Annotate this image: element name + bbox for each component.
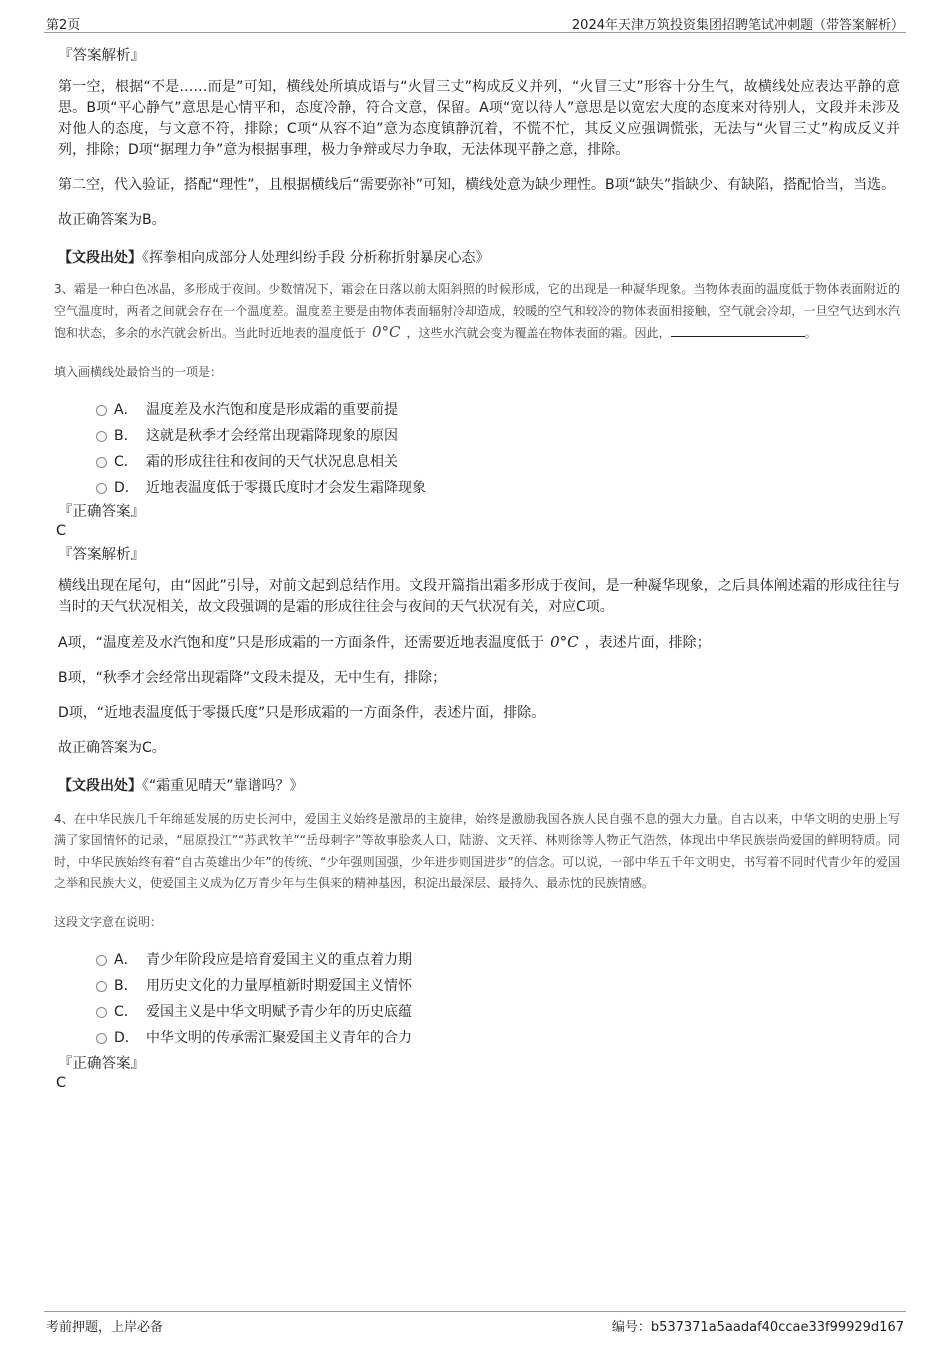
question-3-text [54, 279, 900, 345]
page-number: 第2页 [46, 18, 81, 33]
analysis-paragraph [58, 632, 900, 654]
analysis-paragraph: 横线出现在尾句，由“因此”引导，对前文起到总结作用。文段开篇指出霜多形成于夜间，是一种凝华现象，之后具体阐述霜的形成往往与当时的天气状况相关，故文段强调的是霜的形成往往会与夜间的天气状况有关，对应C项。 [58, 577, 900, 615]
correct-answer: C [56, 522, 67, 539]
option-text: 这就是秋季才会经常出现霜降现象的原因 [146, 427, 398, 444]
q3-option-d[interactable] [96, 474, 900, 500]
q4-option-c[interactable] [96, 998, 900, 1024]
option-text: 青少年阶段应是培育爱国主义的重点着力期 [146, 951, 412, 968]
option-letter: D． [114, 1029, 139, 1046]
question-text-part: 3、霜是一种白色冰晶，多形成于夜间。少数情况下，霜会在日落以前太阳斜照的时候形成，它的出现是一种凝华现象。当物体表面的温度低于物体表面附近的空气温度时，两者之间就会存在一个温度差。温度差主要是由物体表面辐射冷却造成，较暖的空气和较冷的物体表面相接触，空气就会冷却，一旦空气达到水汽饱和状态，多余的水汽就会析出。当此时近地表的温度低于 [54, 282, 900, 340]
option-text: 用历史文化的力量厚植新时期爱国主义情怀 [146, 977, 412, 994]
question-text-part: ，这些水汽就会变为覆盖在物体表面的霜。因此， [406, 326, 671, 340]
option-letter: C． [114, 1003, 138, 1020]
q3-option-c[interactable] [96, 448, 900, 474]
source-citation [58, 247, 900, 267]
analysis-paragraph: B项，“秋季才会经常出现霜降”文段未提及，无中生有，排除； [58, 669, 447, 686]
radio-button-icon[interactable] [96, 431, 107, 442]
document-body [54, 44, 900, 1091]
answer-analysis-label: 『答案解析』 [58, 546, 145, 563]
answer-analysis-label: 『答案解析』 [58, 48, 145, 64]
option-text: 近地表温度低于零摄氏度时才会发生霜降现象 [146, 479, 426, 496]
radio-button-icon[interactable] [96, 483, 107, 494]
radio-button-icon[interactable] [96, 1033, 107, 1044]
option-text: 爱国主义是中华文明赋予青少年的历史底蕴 [146, 1003, 412, 1020]
option-text: 中华文明的传承需汇聚爱国主义青年的合力 [146, 1029, 412, 1046]
source-citation [58, 775, 900, 795]
q3-option-a[interactable] [96, 396, 900, 422]
page-header [44, 12, 906, 33]
document-title: 2024年天津万筑投资集团招聘笔试冲刺题（带答案解析） [571, 18, 904, 33]
conclusion: 故正确答案为C。 [58, 739, 166, 756]
fill-blank [671, 324, 805, 337]
analysis-paragraph: D项，“近地表温度低于零摄氏度”只是形成霜的一方面条件，表述片面，排除。 [58, 704, 546, 721]
document-code: 编号：b537371a5aadaf40ccae33f99929d167 [611, 1320, 904, 1335]
option-letter: B． [114, 977, 138, 994]
question-text-part: 。 [804, 326, 817, 340]
analysis-text-part: A项，“温度差及水汽饱和度”只是形成霜的一方面条件，还需要近地表温度低于 [58, 634, 545, 651]
temperature-formula: 0°C [372, 323, 401, 341]
option-letter: C． [114, 453, 138, 470]
analysis-paragraph: 第二空，代入验证，搭配“理性”，且根据横线后“需要弥补”可知，横线处意为缺少理性。B项“缺失”指缺少、有缺陷，搭配恰当，当选。 [58, 177, 896, 193]
option-letter: A． [114, 401, 138, 418]
radio-button-icon[interactable] [96, 1007, 107, 1018]
radio-button-icon[interactable] [96, 457, 107, 468]
option-letter: D． [114, 479, 139, 496]
radio-button-icon[interactable] [96, 955, 107, 966]
correct-answer: C [56, 1074, 67, 1091]
temperature-formula: 0°C [550, 632, 579, 651]
page-footer [44, 1311, 906, 1334]
option-text: 霜的形成往往和夜间的天气状况息息相关 [146, 453, 398, 470]
option-letter: B． [114, 427, 138, 444]
option-letter: A． [114, 951, 138, 968]
q4-option-d[interactable] [96, 1024, 900, 1050]
radio-button-icon[interactable] [96, 981, 107, 992]
source-label: 【文段出处】 [58, 777, 142, 794]
conclusion: 故正确答案为B。 [58, 212, 166, 228]
q4-option-b[interactable] [96, 972, 900, 998]
analysis-text-part: ，表述片面，排除； [584, 634, 711, 651]
q4-option-a[interactable] [96, 946, 900, 972]
analysis-paragraph: 第一空，根据“不是……而是”可知，横线处所填成语与“火冒三丈”构成反义并列，“火冒三丈”形容十分生气，故横线处应表达平静的意思。B项“平心静气”意思是心情平和，态度冷静，符合文意，保留。A项“宽以待人”意思是以宽宏大度的态度来对待别人，文段并未涉及对他人的态度，与文意不符，排除；C项“从容不迫”意为态度镇静沉着，不慌不忙，其反义应强调慌张，无法与“火冒三丈”构成反义并列，排除；D项“据理力争”意为根据事理，极力争辩或尽力争取，无法体现平静之意，排除。 [58, 79, 900, 158]
correct-answer-label: 『正确答案』 [58, 503, 145, 520]
option-text: 温度差及水汽饱和度是形成霜的重要前提 [146, 401, 398, 418]
source-label: 【文段出处】 [58, 250, 142, 266]
source-text: 《挥拳相向成部分人处理纠纷手段 分析称折射暴戾心态》 [142, 250, 490, 266]
source-text: 《“霜重见晴天”靠谱吗？》 [142, 777, 304, 794]
question-prompt: 填入画横线处最恰当的一项是： [54, 364, 223, 379]
footer-slogan: 考前押题，上岸必备 [46, 1320, 164, 1335]
correct-answer-label: 『正确答案』 [58, 1055, 145, 1072]
radio-button-icon[interactable] [96, 405, 107, 416]
q3-option-b[interactable] [96, 422, 900, 448]
question-4-text: 4、在中华民族几千年绵延发展的历史长河中，爱国主义始终是激昂的主旋律，始终是激励我国各族人民自强不息的强大力量。自古以来，中华文明的史册上写满了家国情怀的记录，“屈原投江”“苏武牧羊”“岳母刺字”等故事脍炙人口，陆游、文天祥、林则徐等人物正气浩然，体现出中华民族崇尚爱国的鲜明特质。同时，中华民族始终有着“自古英雄出少年”的传统、“少年强则国强，少年进步则国进步”的信念。可以说，一部中华五千年文明史，书写着不同时代青少年的爱国之举和民族大义，使爱国主义成为亿万青少年与生俱来的精神基因，积淀出最深层、最持久、最赤忱的民族情感。 [54, 811, 900, 890]
question-prompt: 这段文字意在说明： [54, 914, 163, 929]
